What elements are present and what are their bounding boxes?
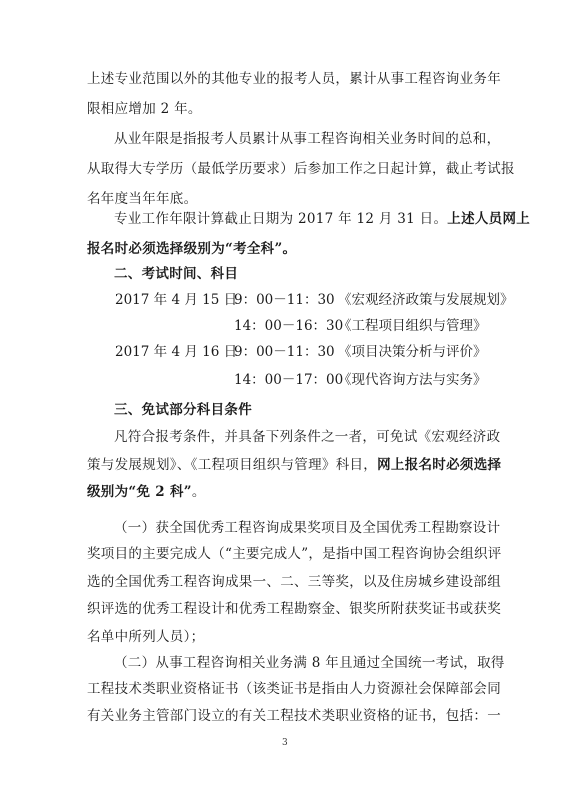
item1-line-1: （一）获全国优秀工程咨询成果奖项目及全国优秀工程勘察设计 xyxy=(114,520,501,536)
schedule-subject: 《工程项目组织与管理》 xyxy=(338,318,487,334)
page-number: 3 xyxy=(282,738,288,748)
years-def-line-2: 从取得大专学历（最低学历要求）后参加工作之日起计算，截止考试报 xyxy=(87,161,515,177)
intro-line-1: 上述专业范围以外的其他专业的报考人员，累计从事工程咨询业务年 xyxy=(87,71,501,87)
schedule-subject: 《项目决策分析与评价》 xyxy=(338,344,487,360)
schedule-time: 14：00－16：30 xyxy=(234,318,344,334)
section-heading-exam-time: 二、考试时间、科目 xyxy=(114,266,239,282)
exempt-text: 策与发展规划》、《工程项目组织与管理》科目， xyxy=(87,457,378,473)
exempt-bold-text: 网上报名时必须选择 xyxy=(377,457,502,473)
schedule-time: 9：00－11：30 xyxy=(234,292,335,308)
intro-line-2: 限相应增加 2 年。 xyxy=(87,101,202,117)
deadline-line-2: 报名时必须选择级别为“考全科”。 xyxy=(87,241,297,257)
item2-line-1: （二）从事工程咨询相关业务满 8 年且通过全国统一考试，取得 xyxy=(114,655,505,671)
exempt-line-1: 凡符合报考条件，并具备下列条件之一者，可免试《宏观经济政 xyxy=(114,429,501,445)
item2-line-3: 有关业务主管部门设立的有关工程技术类职业资格的证书，包括：一 xyxy=(87,708,501,724)
deadline-text: 专业工作年限计算截止日期为 2017 年 12 月 31 日。 xyxy=(114,211,448,227)
years-def-line-1: 从业年限是指报考人员累计从事工程咨询相关业务时间的总和， xyxy=(114,131,501,147)
exempt-period: 。 xyxy=(191,484,206,500)
item1-line-5: 名单中所列人员）； xyxy=(87,629,205,645)
exempt-line-3 xyxy=(87,482,206,502)
deadline-bold-text: 上述人员网上 xyxy=(447,211,531,227)
schedule-date: 2017 年 4 月 16 日 xyxy=(115,344,238,360)
years-def-line-3: 名年度当年年底。 xyxy=(87,191,198,207)
item1-line-2: 奖项目的主要完成人（“主要完成人”，是指中国工程咨询协会组织评 xyxy=(87,546,502,562)
exempt-line-2 xyxy=(87,455,501,475)
schedule-subject: 《现代咨询方法与实务》 xyxy=(338,372,487,388)
exempt-level-text: 级别为“免 2 科” xyxy=(87,484,192,500)
item1-line-4: 织评选的优秀工程设计和优秀工程勘察金、银奖所附获奖证书或获奖 xyxy=(87,601,501,617)
schedule-subject: 《宏观经济政策与发展规划》 xyxy=(338,292,514,308)
deadline-line-1 xyxy=(114,209,530,229)
schedule-time: 14：00－17：00 xyxy=(234,372,344,388)
section-heading-exemption: 三、免试部分科目条件 xyxy=(114,402,252,418)
item2-line-2: 工程技术类职业资格证书（该类证书是指由人力资源社会保障部会同 xyxy=(87,681,501,697)
item1-line-3: 选的全国优秀工程咨询成果一、二、三等奖，以及住房城乡建设部组 xyxy=(87,574,501,590)
schedule-time: 9：00－11：30 xyxy=(234,344,335,360)
schedule-date: 2017 年 4 月 15 日 xyxy=(115,292,238,308)
